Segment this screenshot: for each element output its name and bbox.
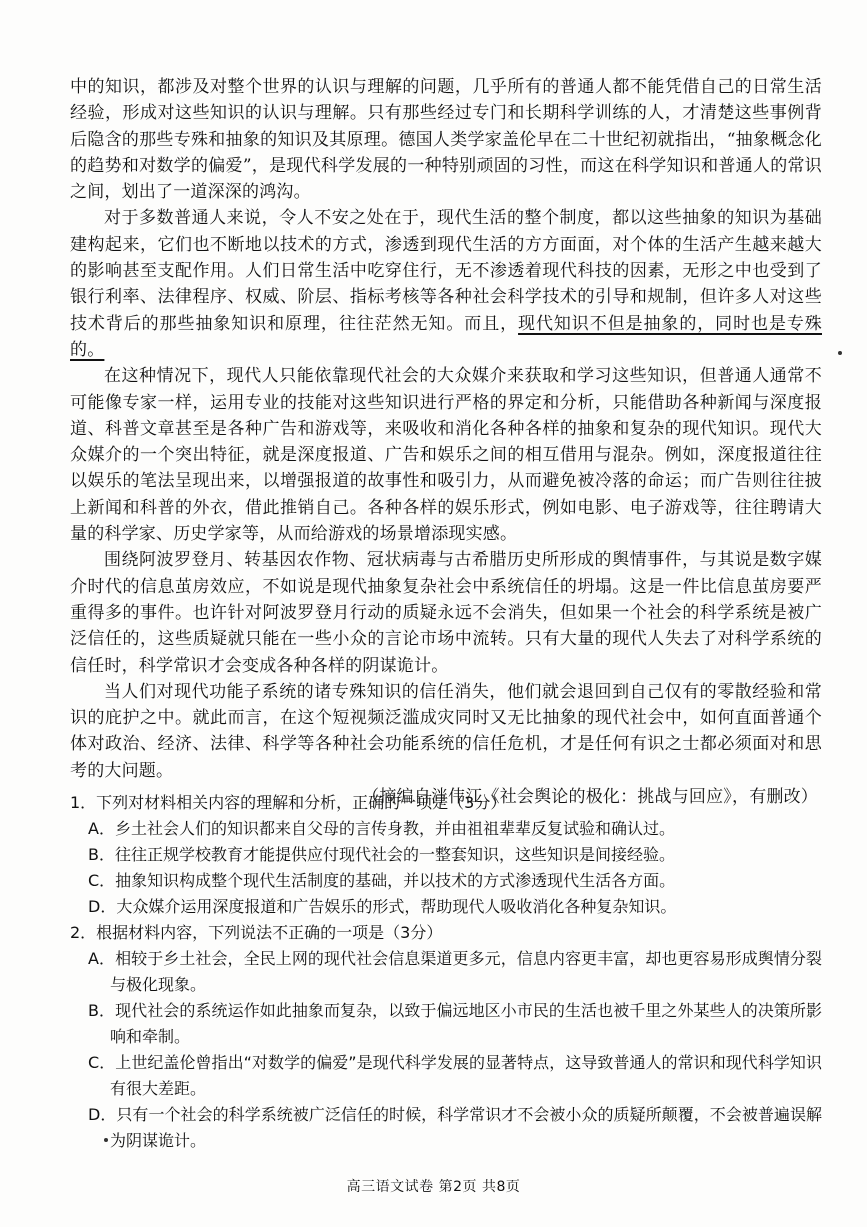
passage-paragraph-2 [70,205,822,363]
passage-source: （摘编自泮伟江《社会舆论的极化：挑战与回应》，有删改） [362,787,818,808]
question-1 [70,790,822,920]
question-2-option-b: B．现代社会的系统运作如此抽象而复杂，以致于偏远地区小市民的生活也被千里之外某些人的决策所影响和牵制。 [88,1001,822,1046]
passage-paragraph-2-text: 对于多数普通人来说，令人不安之处在于，现代生活的整个制度，都以这些抽象的知识为基础建构起来，它们也不断地以技术的方式，渗透到现代生活的方方面面，对个体的生活产生越来越大的影响甚至支配作用。人们日常生活中吃穿住行，无不渗透着现代科技的因素，无形之中也受到了银行利率、法律程序、权威、阶层、指标考核等各种社会科学技术的引导和规制，但许多人对这些技术背后的那些抽象知识和原理，往往茫然无知。而且， [70,208,822,334]
scan-speck [838,351,842,355]
question-1-option-a: A．乡土社会人们的知识都来自父母的言传身教，并由祖祖辈辈反复试验和确认过。 [88,819,675,838]
question-2-option-d: D．只有一个社会的科学系统被广泛信任的时候，科学常识才不会被小众的质疑所颠覆，不会被普遍误解为阴谋诡计。 [88,1105,822,1150]
questions-section [70,790,822,1154]
page-footer: 高三语文试卷 第2页 共8页 [346,1179,521,1195]
question-1-option-b: B．往往正规学校教育才能提供应付现代社会的一整套知识，这些知识是间接经验。 [88,845,675,864]
question-2-stem: 2．根据材料内容，下列说法不正确的一项是（3分） [70,923,443,942]
reading-passage [70,74,822,810]
passage-paragraph-3: 在这种情况下，现代人只能依靠现代社会的大众媒介来获取和学习这些知识，但普通人通常不可能像专家一样，运用专业的技能对这些知识进行严格的界定和分析，只能借助各种新闻与深度报道、科普文章甚至是各种广告和游戏等，来吸收和消化各种各样的抽象和复杂的现代知识。现代大众媒介的一个突出特征，就是深度报道、广告和娱乐之间的相互借用与混杂。例如，深度报道往往以娱乐的笔法呈现出来，以增强报道的故事性和吸引力，从而避免被冷落的命运；而广告则往往披上新闻和科普的外衣，借此推销自己。各种各样的娱乐形式，例如电影、电子游戏等，往往聘请大量的科学家、历史学家等，从而给游戏的场景增添现实感。 [70,366,822,545]
question-2 [70,920,822,1154]
underlined-sentence: 现代知识不但是抽象的，同时也是专殊的。 [70,313,822,360]
question-1-option-d: D．大众媒介运用深度报道和广告娱乐的形式，帮助现代人吸收消化各种复杂知识。 [88,897,677,916]
passage-paragraph-4: 围绕阿波罗登月、转基因农作物、冠状病毒与古希腊历史所形成的舆情事件，与其说是数字媒介时代的信息茧房效应，不如说是现代抽象复杂社会中系统信任的坍塌。这是一件比信息茧房要严重得多的事件。也许针对阿波罗登月行动的质疑永远不会消失，但如果一个社会的科学系统是被广泛信任的，这些质疑就只能在一些小众的言论市场中流转。只有大量的现代人失去了对科学系统的信任时，科学常识才会变成各种各样的阴谋诡计。 [70,550,822,676]
passage-paragraph-1: 中的知识，都涉及对整个世界的认识与理解的问题，几乎所有的普通人都不能凭借自己的日常生活经验，形成对这些知识的认识与理解。只有那些经过专门和长期科学训练的人，才清楚这些事例背后隐含的那些专殊和抽象的知识及其原理。德国人类学家盖伦早在二十世纪初就指出，“抽象概念化的趋势和对数学的偏爱”，是现代科学发展的一种特别顽固的习性，而这在科学知识和普通人的常识之间，划出了一道深深的鸿沟。 [70,77,822,203]
scan-speck [104,1138,108,1142]
question-1-stem: 1．下列对材料相关内容的理解和分析，正确的一项是（3分） [70,793,507,812]
passage-paragraph-5: 当人们对现代功能子系统的诸专殊知识的信任消失，他们就会退回到自己仅有的零散经验和常识的庇护之中。就此而言，在这个短视频泛滥成灾同时又无比抽象的现代社会中，如何直面普通个体对政治、经济、法律、科学等各种社会功能系统的信任危机，才是任何有识之士都必须面对和思考的大问题。 [70,681,822,781]
question-1-option-c: C．抽象知识构成整个现代生活制度的基础，并以技术的方式渗透现代生活各方面。 [88,871,676,890]
question-2-option-c: C．上世纪盖伦曾指出“对数学的偏爱”是现代科学发展的显著特点，这导致普通人的常识和现代科学知识有很大差距。 [88,1053,822,1098]
question-2-option-a: A．相较于乡土社会，全民上网的现代社会信息渠道更多元，信息内容更丰富，却也更容易形成舆情分裂与极化现象。 [88,949,822,994]
